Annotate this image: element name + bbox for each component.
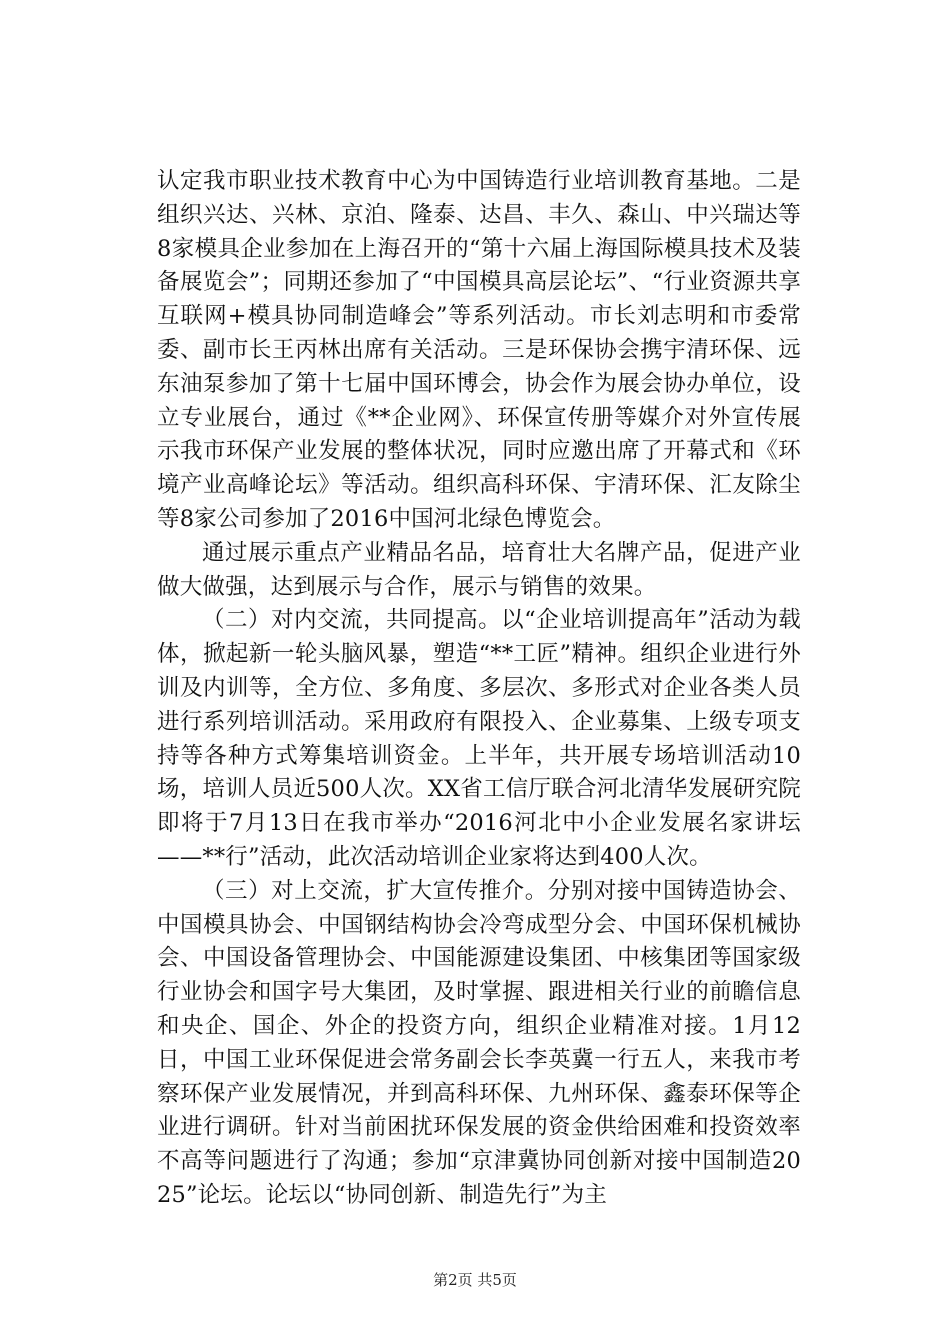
page-footer [0, 1270, 950, 1290]
page-number-label: 第2页 共5页 [433, 1271, 517, 1289]
paragraph-internal-exchange: （二）对内交流，共同提高。以“企业培训提高年”活动为载体，掀起新一轮头脑风暴，塑造“**工匠”精神。组织企业进行外训及内训等，全方位、多角度、多层次、多形式对企业各类人员进行系列培训活动。采用政府有限投入、企业募集、上级专项支持等各种方式筹集培训资金。上半年，共开展专场培训活动10场，培训人员近500人次。XX省工信厅联合河北清华发展研究院即将于7月13日在我市举办“2016河北中小企业发展名家讲坛——**行”活动，此次活动培训企业家将达到400人次。 [157, 607, 801, 870]
document-body [157, 165, 801, 1213]
paragraph-summary: 通过展示重点产业精品名品，培育壮大名牌产品，促进产业做大做强，达到展示与合作，展示与销售的效果。 [157, 539, 801, 600]
paragraph-continuation: 认定我市职业技术教育中心为中国铸造行业培训教育基地。二是组织兴达、兴林、京泊、隆泰、达昌、丰久、森山、中兴瑞达等8家模具企业参加在上海召开的“第十六届上海国际模具技术及装备展览会”；同期还参加了“中国模具高层论坛”、“行业资源共享互联网+模具协同制造峰会”等系列活动。市长刘志明和市委常委、副市长王丙林出席有关活动。三是环保协会携宇清环保、远东油泵参加了第十七届中国环博会，协会作为展会协办单位，设立专业展台，通过《**企业网》、环保宣传册等媒介对外宣传展示我市环保产业发展的整体状况，同时应邀出席了开幕式和《环境产业高峰论坛》等活动。组织高科环保、宇清环保、汇友除尘等8家公司参加了2016中国河北绿色博览会。 [157, 168, 801, 532]
paragraph-upward-exchange: （三）对上交流，扩大宣传推介。分别对接中国铸造协会、中国模具协会、中国钢结构协会冷弯成型分会、中国环保机械协会、中国设备管理协会、中国能源建设集团、中核集团等国家级行业协会和国字号大集团，及时掌握、跟进相关行业的前瞻信息和央企、国企、外企的投资方向，组织企业精准对接。1月12日，中国工业环保促进会常务副会长李英冀一行五人，来我市考察环保产业发展情况，并到高科环保、九州环保、鑫泰环保等企业进行调研。针对当前困扰环保发展的资金供给困难和投资效率不高等问题进行了沟通；参加“京津冀协同创新对接中国制造2025”论坛。论坛以“协同创新、制造先行”为主 [157, 877, 801, 1208]
